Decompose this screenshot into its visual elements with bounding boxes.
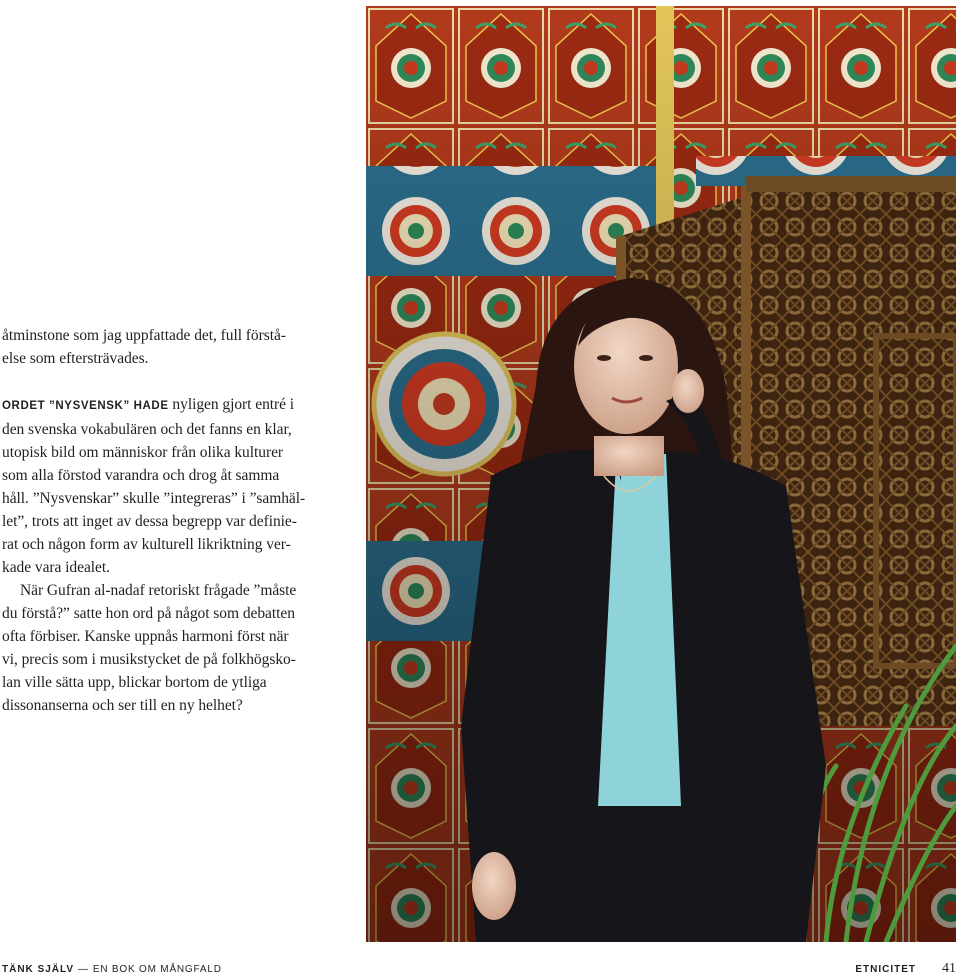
- text-line: else som eftersträvades.: [2, 350, 149, 367]
- paragraph-1: [2, 324, 347, 370]
- text-line: kade vara idealet.: [2, 559, 110, 576]
- text-line: ofta förbiser. Kanske uppnås harmoni först när: [2, 628, 289, 645]
- paragraph-2: [2, 393, 347, 579]
- section-name: ETNICITET: [855, 964, 916, 975]
- book-title: TÄNK SJÄLV: [2, 964, 75, 975]
- text-line: [2, 393, 347, 418]
- page-footer: [0, 958, 960, 980]
- portrait-illustration: [366, 6, 956, 942]
- footer-dash: —: [78, 964, 89, 975]
- lead-in-rest: nyligen gjort entré i: [168, 396, 295, 413]
- portrait-photo: [366, 6, 956, 942]
- lead-in-smallcaps: ORDET ”NYSVENSK” HADE: [2, 400, 169, 412]
- text-line: åtminstone som jag uppfattade det, full förstå-: [2, 327, 286, 344]
- text-line: rat och någon form av kulturell likriktning ver-: [2, 536, 291, 553]
- paragraph-spacer: [2, 370, 347, 393]
- text-line: du förstå?” satte hon ord på något som debatten: [2, 605, 295, 622]
- text-line: håll. ”Nysvenskar” skulle ”integreras” i ”samhäl-: [2, 490, 306, 507]
- paragraph-3: [2, 579, 347, 717]
- text-line: lan ville sätta upp, blickar bortom de ytliga: [2, 674, 267, 691]
- text-line: som alla förstod varandra och drog åt samma: [2, 467, 280, 484]
- book-subtitle: EN BOK OM MÅNGFALD: [92, 964, 222, 975]
- article-text-column: [2, 324, 347, 717]
- text-line: let”, trots att inget av dessa begrepp var definie-: [2, 513, 297, 530]
- text-line: utopisk bild om människor från olika kulturer: [2, 444, 284, 461]
- running-footer: [2, 964, 222, 975]
- text-line: När Gufran al-nadaf retoriskt frågade ”måste: [20, 582, 297, 599]
- page-number: 41: [942, 961, 956, 976]
- text-line: den svenska vokabulären och det fanns en klar,: [2, 421, 292, 438]
- text-line: dissonanserna och ser till en ny helhet?: [2, 697, 243, 714]
- text-line: vi, precis som i musikstycket de på folkhögsko-: [2, 651, 296, 668]
